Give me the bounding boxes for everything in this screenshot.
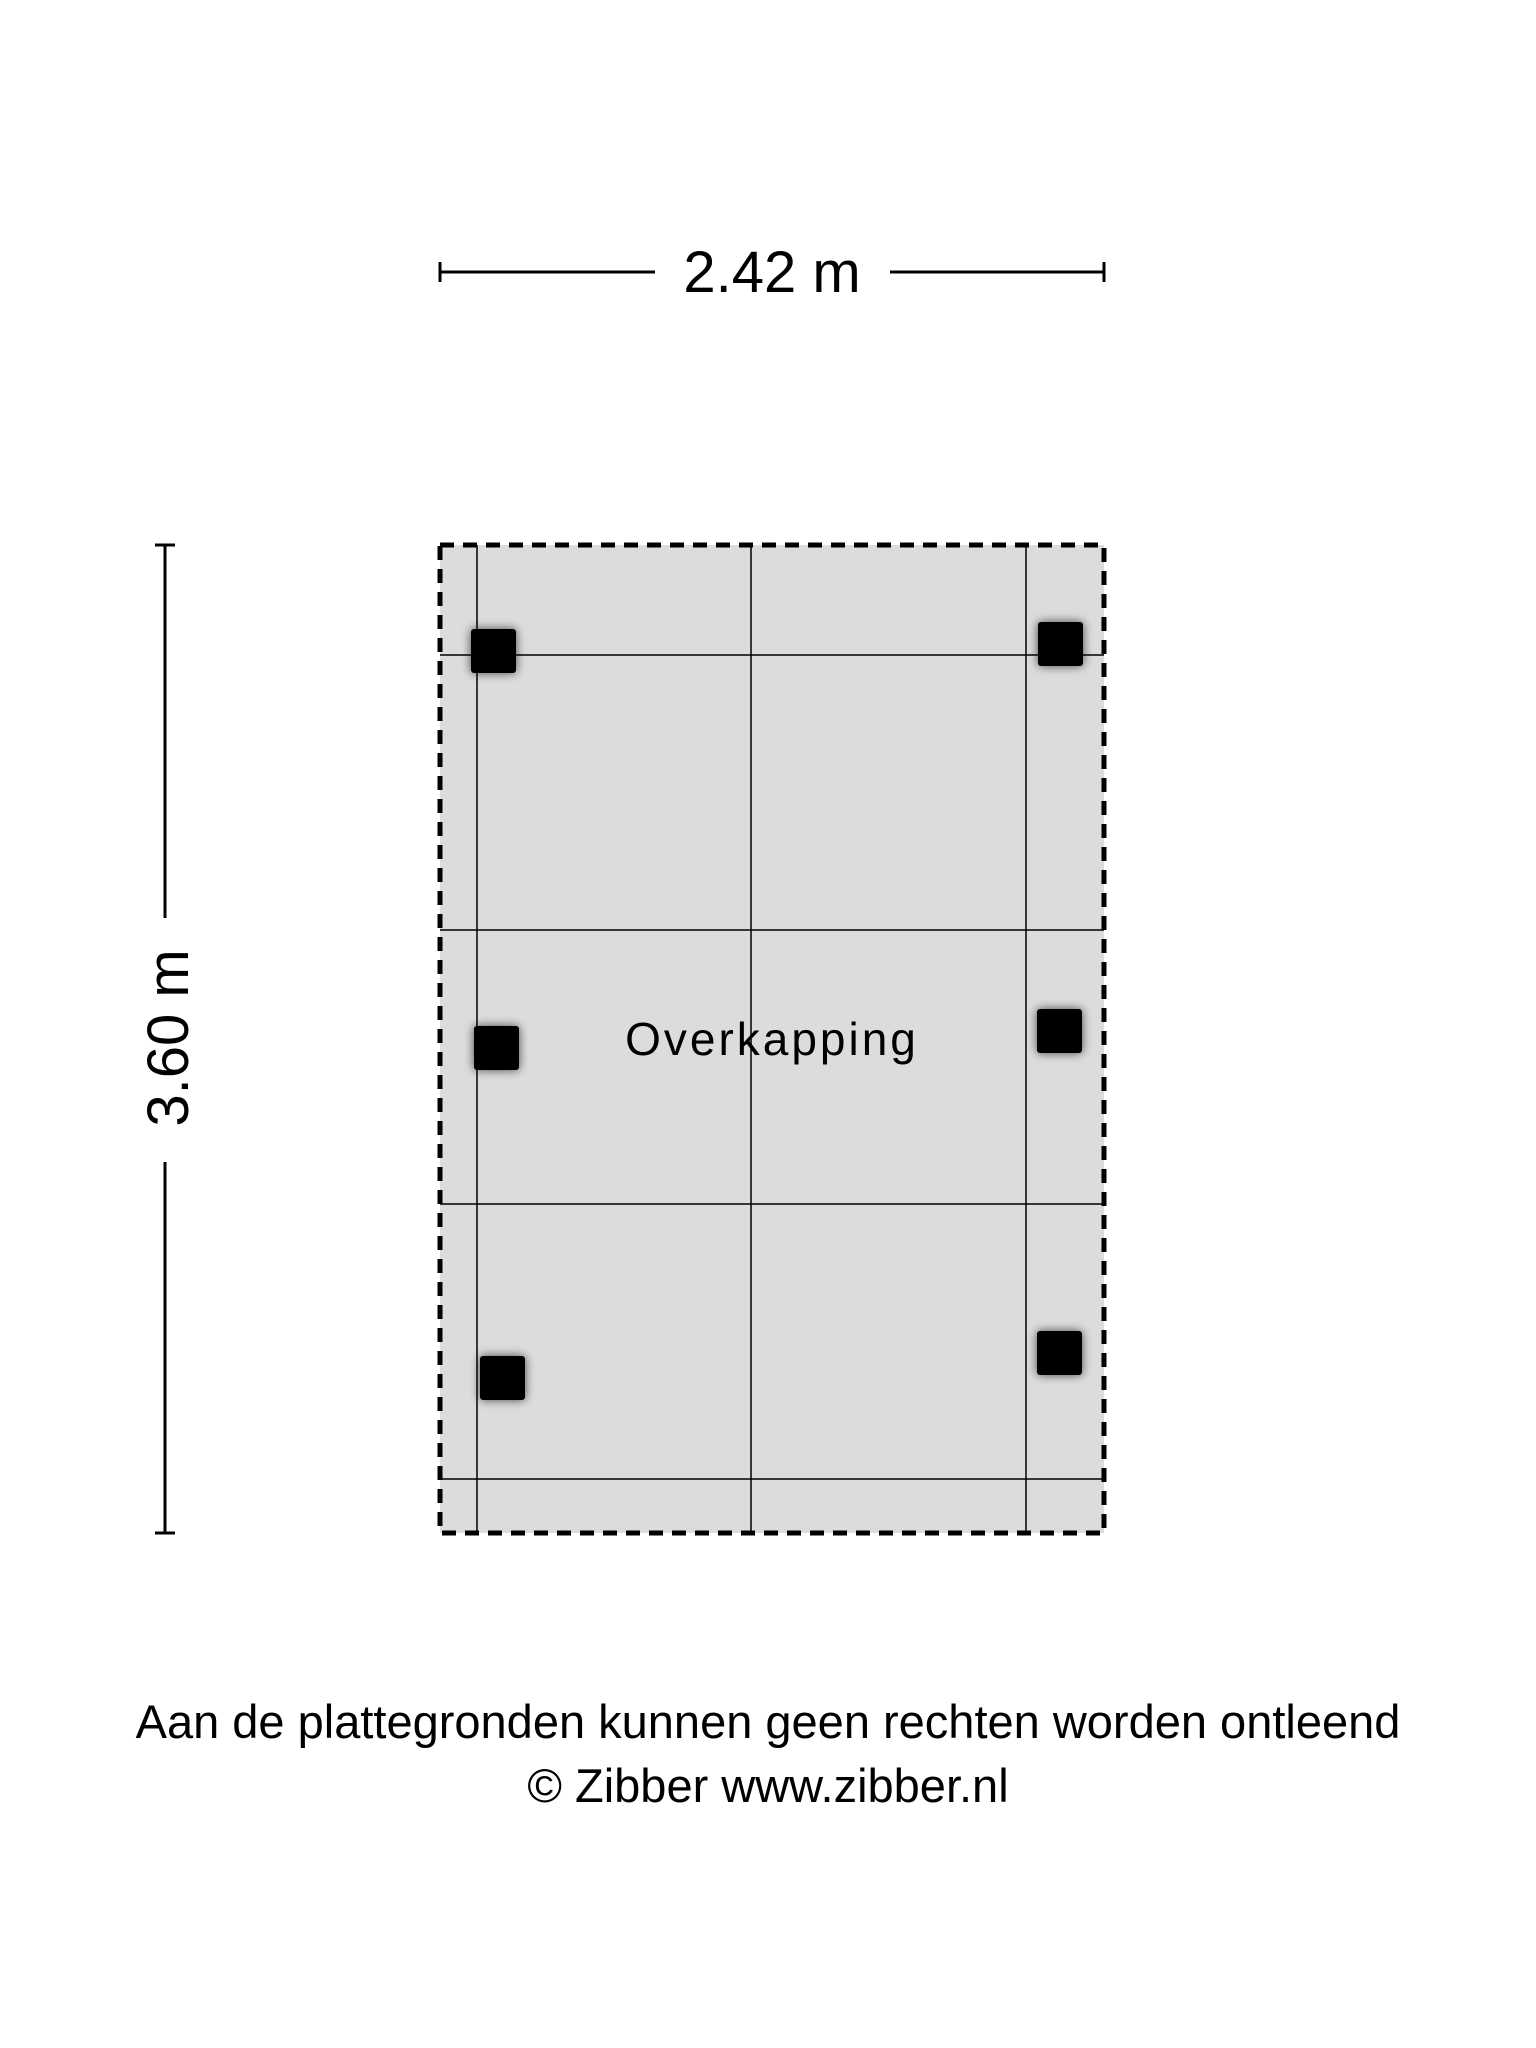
post-middle-left	[474, 1026, 519, 1070]
post-top-right	[1038, 622, 1083, 666]
post-top-left	[471, 629, 516, 673]
post-bottom-right	[1037, 1331, 1082, 1375]
copyright-text: © Zibber www.zibber.nl	[527, 1759, 1009, 1812]
post-bottom-left	[480, 1356, 525, 1400]
width-dimension	[440, 240, 1104, 305]
post-middle-right	[1037, 1009, 1082, 1053]
height-dimension	[136, 545, 201, 1533]
disclaimer-text: Aan de plattegronden kunnen geen rechten worden ontleend	[135, 1695, 1401, 1748]
height-dimension-label: 3.60 m	[136, 949, 201, 1127]
room-overkapping	[440, 545, 1104, 1533]
room-label: Overkapping	[625, 1013, 919, 1065]
width-dimension-label: 2.42 m	[683, 240, 861, 305]
